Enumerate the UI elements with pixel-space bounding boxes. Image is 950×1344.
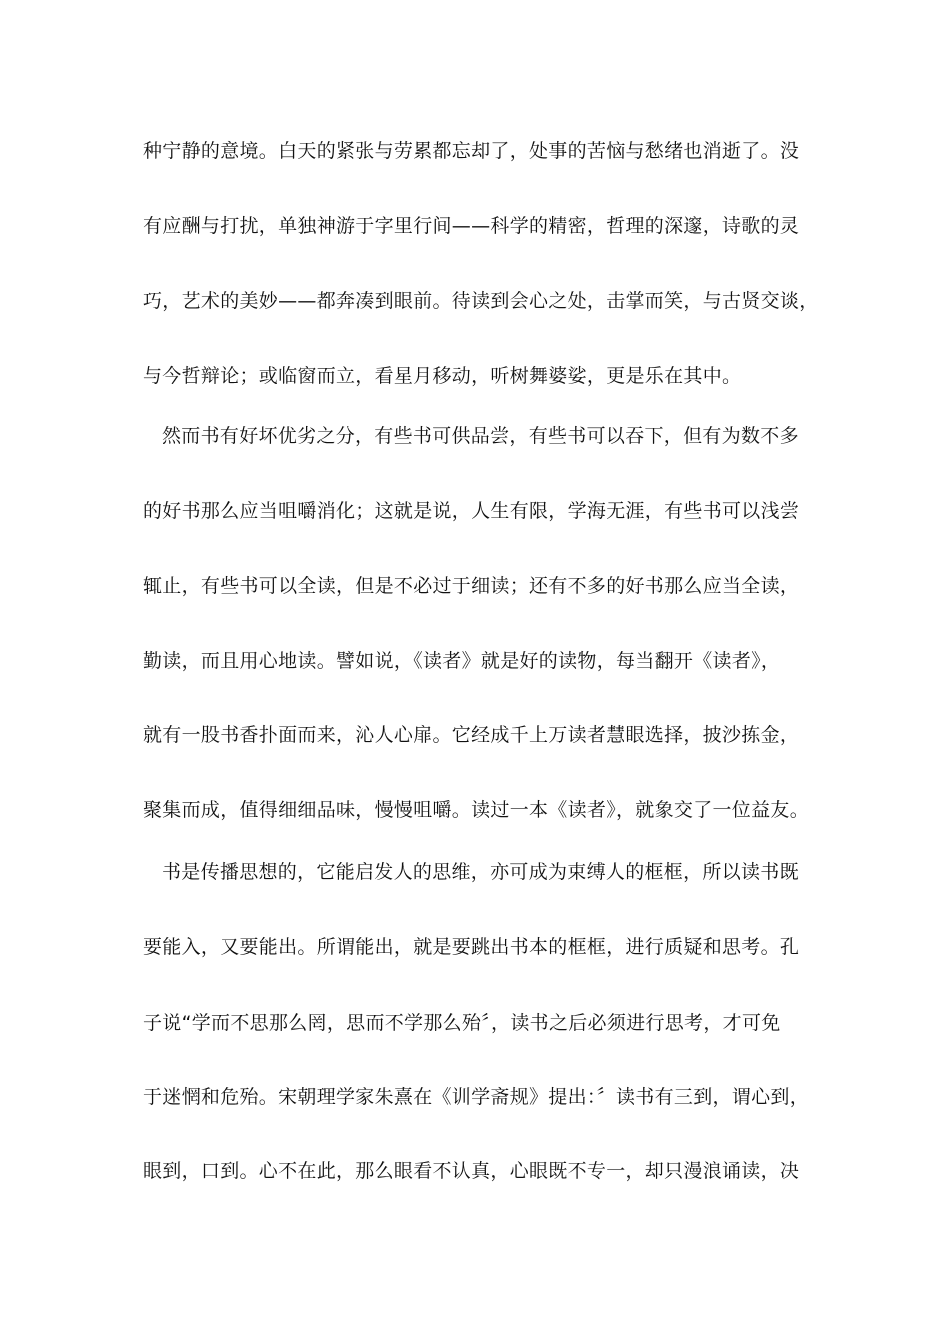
text-line-15: 眼到，口到。心不在此，那么眼看不认真，心眼既不专一，却只漫浪诵读，决 xyxy=(143,1160,800,1182)
text-line-9: 就有一股书香扑面而来，沁人心扉。它经成千上万读者慧眼选择，披沙拣金， xyxy=(143,724,800,746)
text-line-1: 种宁静的意境。白天的紧张与劳累都忘却了，处事的苦恼与愁绪也消逝了。没 xyxy=(143,140,800,162)
text-line-12: 要能入，又要能出。所谓能出，就是要跳出书本的框框，进行质疑和思考。孔 xyxy=(143,936,800,958)
text-line-13: 子说“学而不思那么罔，思而不学那么殆〞，读书之后必须进行思考，才可免 xyxy=(143,1012,781,1034)
text-line-10: 聚集而成，值得细细品味，慢慢咀嚼。读过一本《读者》，就象交了一位益友。 xyxy=(143,799,810,821)
text-line-6: 的好书那么应当咀嚼消化；这就是说，人生有限，学海无涯，有些书可以浅尝 xyxy=(143,500,800,522)
text-line-11: 书是传播思想的，它能启发人的思维，亦可成为束缚人的框框，所以读书既 xyxy=(162,861,799,883)
text-line-4: 与今哲辩论；或临窗而立，看星月移动，听树舞婆娑，更是乐在其中。 xyxy=(143,365,742,387)
text-line-5: 然而书有好坏优劣之分，有些书可供品尝，有些书可以吞下，但有为数不多 xyxy=(162,425,799,447)
text-line-2: 有应酬与打扰，单独神游于字里行间——科学的精密，哲理的深邃，诗歌的灵 xyxy=(143,215,800,237)
text-line-8: 勤读，而且用心地读。譬如说，《读者》就是好的读物，每当翻开《读者》， xyxy=(143,650,781,672)
text-line-7: 辄止，有些书可以全读，但是不必过于细读；还有不多的好书那么应当全读， xyxy=(143,575,800,597)
text-line-14: 于迷惘和危殆。宋朝理学家朱熹在《训学斋规》提出：〞读书有三到，谓心到， xyxy=(143,1086,810,1108)
text-line-3: 巧，艺术的美妙——都奔凑到眼前。待读到会心之处，击掌而笑，与古贤交谈， xyxy=(143,290,819,312)
